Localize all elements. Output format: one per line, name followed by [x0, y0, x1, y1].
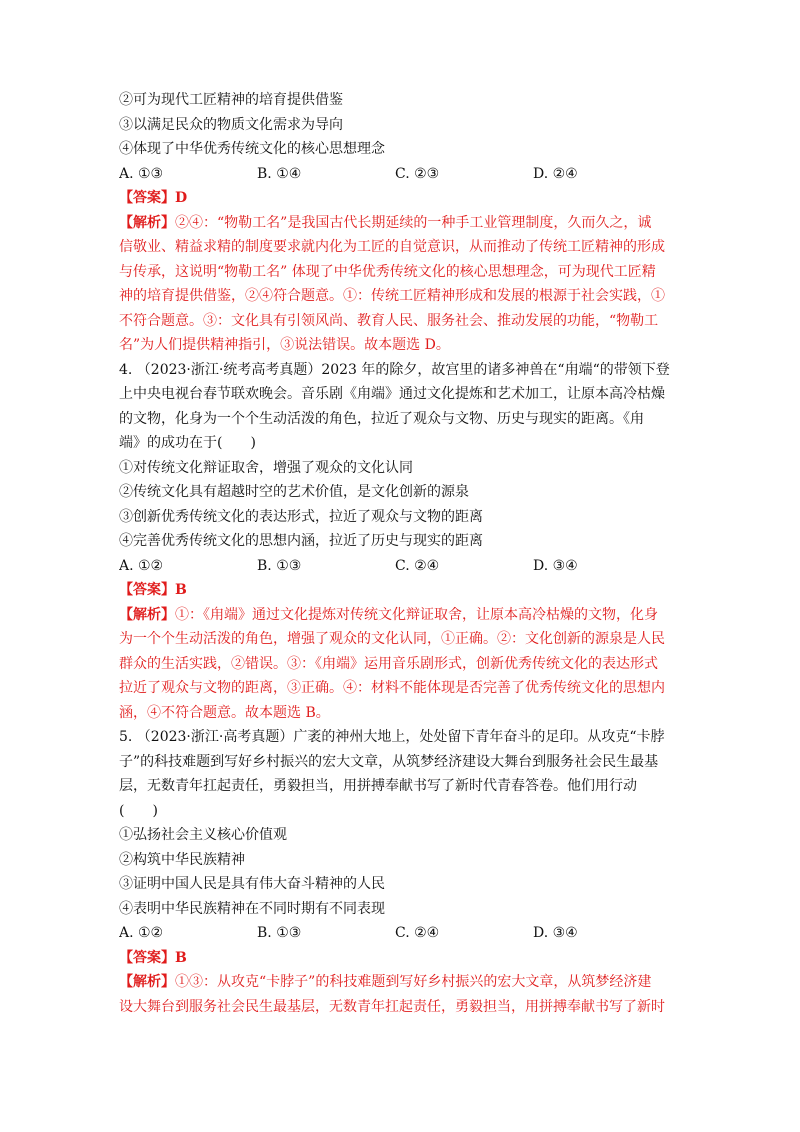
answer-tag: 【答案】 [119, 190, 175, 206]
analysis-line: 拉近了观众与文物的距离，③正确。④：材料不能体现是否完善了优秀传统文化的思想内 [119, 680, 665, 696]
answer-value: D [175, 190, 188, 206]
option-a: A. ①③ [119, 165, 164, 182]
analysis-tag: 【解析】 [119, 214, 175, 231]
option-a: A. ①② [119, 925, 164, 941]
analysis-line: 设大舞台到服务社会民生最基层，无数青年扛起责任，勇毅担当，用拼搏奉献书写了新时 [119, 998, 665, 1015]
answer-line [119, 946, 684, 971]
analysis-line: 群众的生活实践，②错误。③：《甪端》运用音乐剧形式，创新优秀传统文化的表达形式 [119, 655, 658, 672]
question-stem: 5. （2023·浙江·高考真题）广袤的神州大地上，处处留下青年奋斗的足印。从攻克“卡脖 [119, 729, 665, 745]
analysis-tag: 【解析】 [119, 974, 175, 990]
question-stem: 子”的科技难题到写好乡村振兴的宏大文章，从筑梦经济建设大舞台到服务社会民生最基 [119, 753, 659, 770]
answer-line [119, 186, 684, 211]
options-row [119, 162, 684, 187]
option-c: C. ②④ [395, 925, 440, 941]
statement-2: ②构筑中华民族精神 [119, 851, 245, 868]
analysis-line: 神的培育提供借鉴，②④符合题意。①：传统工匠精神形成和发展的根源于社会实践，① [119, 288, 665, 304]
analysis-line: 涵，④不符合题意。故本题选 B。 [119, 704, 330, 721]
statement-4: ④体现了中华优秀传统文化的核心思想理念 [119, 141, 385, 157]
question-4 [119, 358, 684, 726]
analysis-line: 信敬业、精益求精的制度要求就内化为工匠的自觉意识，从而推动了传统工匠精神的形成 [119, 239, 665, 255]
statement-3: ③以满足民众的物质文化需求为导向 [119, 116, 343, 133]
options-row [119, 921, 684, 946]
answer-value: B [175, 949, 187, 966]
statement-4: ④表明中华民族精神在不同时期有不同表现 [119, 900, 385, 917]
option-b: B. ①③ [257, 557, 302, 574]
exam-page [119, 88, 684, 1019]
option-d: D. ②④ [533, 165, 578, 182]
statement-1: ①弘扬社会主义核心价值观 [119, 827, 287, 843]
statement-4: ④完善优秀传统文化的思想内涵，拉近了历史与现实的距离 [119, 533, 483, 549]
analysis-line: 为一个个生动活泼的角色，增强了观众的文化认同，①正确。②：文化创新的源泉是人民 [119, 631, 665, 647]
question-3-continued [119, 88, 684, 358]
analysis-tag: 【解析】 [119, 606, 175, 623]
analysis-line: ①③：从攻克“卡脖子”的科技难题到写好乡村振兴的宏大文章，从筑梦经济建 [175, 974, 652, 990]
analysis-line: ②④：“物勒工名”是我国古代长期延续的一种手工业管理制度，久而久之，诚 [175, 214, 652, 231]
question-5 [119, 725, 684, 1019]
statement-3: ③创新优秀传统文化的表达形式，拉近了观众与文物的距离 [119, 508, 483, 525]
analysis [119, 603, 684, 726]
analysis [119, 211, 684, 358]
option-a: A. ①② [119, 557, 164, 574]
option-b: B. ①③ [257, 925, 302, 941]
analysis-line: ①：《甪端》通过文化提炼对传统文化辩证取舍，让原本高冷枯燥的文物，化身 [175, 606, 658, 623]
option-c: C. ②③ [395, 165, 440, 182]
option-d: D. ③④ [533, 557, 578, 574]
statement-1: ①对传统文化辩证取舍，增强了观众的文化认同 [119, 459, 413, 476]
option-d: D. ③④ [533, 925, 578, 941]
statement-2: ②可为现代工匠精神的培育提供借鉴 [119, 92, 343, 108]
question-stem: ( ) [119, 802, 158, 819]
analysis-line: 名”为人们提供精神指引，③说法错误。故本题选 D。 [119, 337, 450, 353]
answer-value: B [175, 582, 187, 598]
statement-2: ②传统文化具有超越时空的艺术价值，是文化创新的源泉 [119, 484, 469, 500]
answer-tag: 【答案】 [119, 949, 175, 966]
question-stem: 上中央电视台春节联欢晚会。音乐剧《甪端》通过文化提炼和艺术加工，让原本高冷枯燥 [119, 386, 665, 402]
analysis [119, 970, 684, 1019]
question-stem: 4. （2023·浙江·统考高考真题）2023 年的除夕，故宫里的诸多神兽在“甪端“的带领下登 [119, 361, 670, 378]
question-stem: 的文物，化身为一个个生动活泼的角色，拉近了观众与文物、历史与现实的距离。《甪 [119, 410, 644, 427]
options-row [119, 554, 684, 579]
option-c: C. ②④ [395, 557, 440, 574]
question-stem: 层，无数青年扛起责任，勇毅担当，用拼搏奉献书写了新时代青春答卷。他们用行动 [119, 778, 637, 794]
option-b: B. ①④ [257, 165, 302, 182]
analysis-line: 不符合题意。③：文化具有引领风尚、教育人民、服务社会、推动发展的功能，“物勒工 [119, 312, 659, 329]
question-stem: 端》的成功在于( ) [119, 435, 256, 451]
analysis-line: 与传承，这说明“物勒工名” 体现了中华优秀传统文化的核心思想理念，可为现代工匠精 [119, 263, 656, 280]
statement-3: ③证明中国人民是具有伟大奋斗精神的人民 [119, 876, 385, 892]
answer-line [119, 578, 684, 603]
answer-tag: 【答案】 [119, 582, 175, 598]
